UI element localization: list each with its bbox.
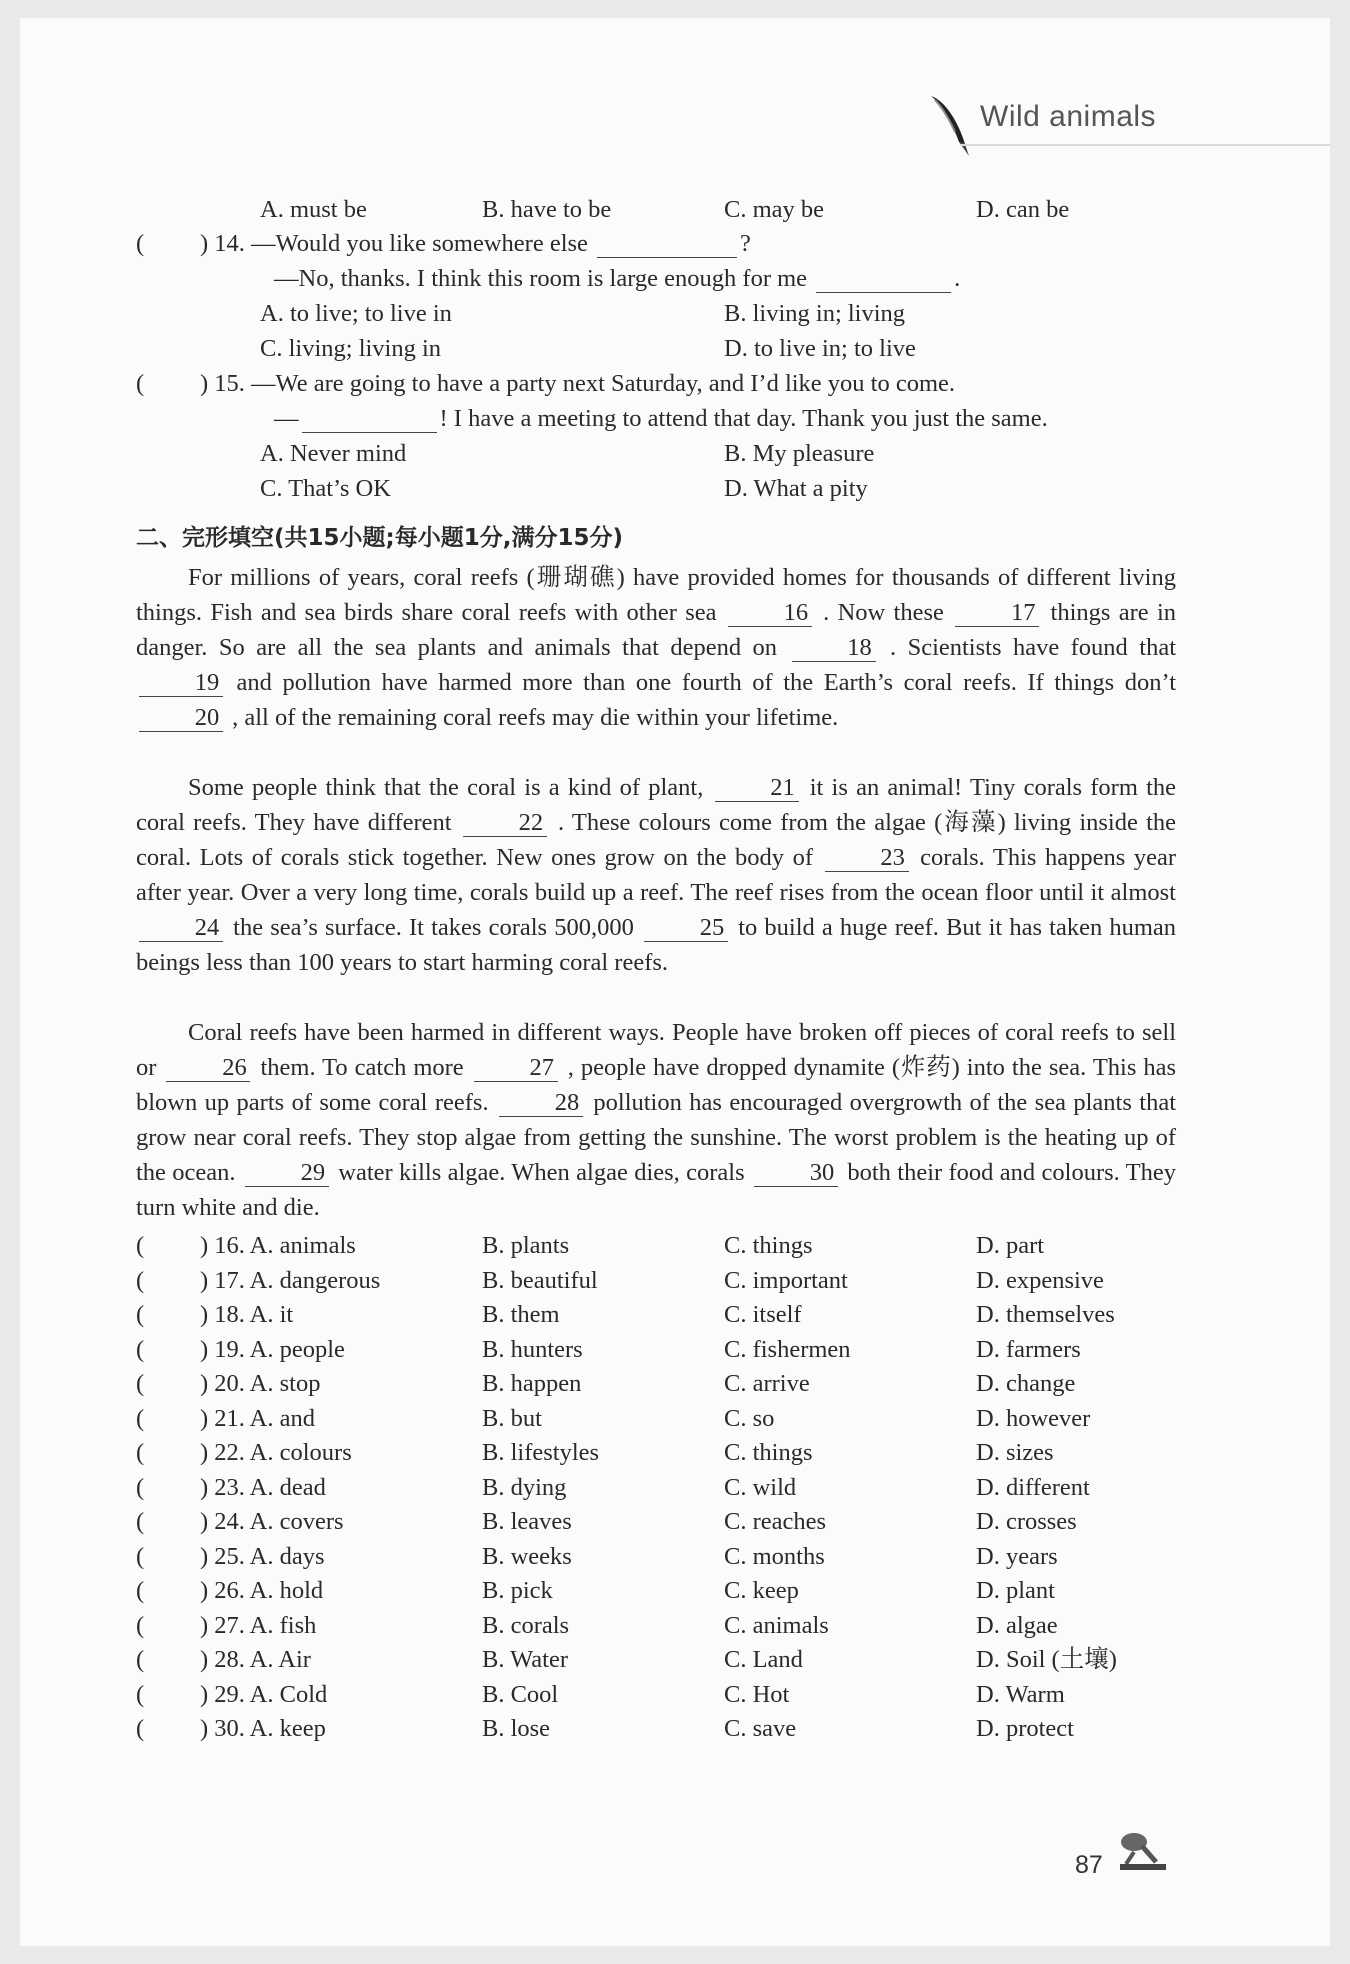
answer-paren: (: [136, 1439, 145, 1466]
cloze-blank-27: 27: [474, 1055, 558, 1082]
answer-paren: (: [136, 1266, 145, 1294]
q15-number: ) 15.: [200, 370, 245, 397]
passage-text: to build a huge reef. But it has taken human beings less than 100 years to start harming coral reefs.: [136, 914, 1177, 976]
cloze-blank-20: 20: [139, 705, 223, 732]
question-30-option-c: C. save: [724, 1715, 797, 1742]
q14-question: [200, 226, 751, 261]
question-21-option-a: ) 21. A. and: [200, 1404, 315, 1432]
question-17-option-c: C. important: [724, 1266, 848, 1294]
passage-text: , people have dropped dynamite (炸药) into the sea. This has blown up parts of some coral reefs.: [136, 1054, 1177, 1116]
question-22-option-b: B. lifestyles: [482, 1439, 600, 1466]
question-16-option-c: C. things: [724, 1232, 813, 1259]
question-22-option-c: C. things: [724, 1439, 813, 1466]
passage-text: , all of the remaining coral reefs may die within your lifetime.: [232, 704, 839, 731]
question-27-option-a: ) 27. A. fish: [200, 1611, 317, 1639]
passage-paragraph-1: [136, 560, 1176, 735]
cloze-blank-25: 25: [644, 915, 728, 942]
cloze-blank-26: 26: [166, 1055, 250, 1082]
question-29-option-c: C. Hot: [724, 1680, 790, 1708]
question-24-option-c: C. reaches: [724, 1508, 827, 1535]
cloze-blank-21: 21: [715, 775, 799, 802]
question-21-option-b: B. but: [482, 1404, 542, 1432]
question-16-option-d: D. part: [976, 1232, 1045, 1259]
q15-question: [200, 366, 955, 401]
question-17-option-b: B. beautiful: [482, 1266, 598, 1294]
question-26-option-b: B. pick: [482, 1577, 553, 1604]
question-30-option-d: D. protect: [976, 1715, 1074, 1742]
cloze-blank-16: 16: [728, 600, 812, 627]
q15-option-a: A. Never mind: [260, 440, 407, 467]
question-27-option-c: C. animals: [724, 1611, 829, 1639]
unit-title: Wild animals: [980, 100, 1157, 133]
question-26-option-d: D. plant: [976, 1577, 1055, 1604]
passage-text: both their food and colours. They turn white and die.: [136, 1159, 1177, 1221]
passage-text: and pollution have harmed more than one fourth of the Earth’s coral reefs. If things don’t: [236, 669, 1176, 696]
passage-text: . Now these: [823, 599, 944, 626]
question-21-option-d: D. however: [976, 1404, 1091, 1432]
answer-paren: (: [136, 1715, 145, 1742]
question-19-option-c: C. fishermen: [724, 1335, 851, 1363]
cloze-blank-19: 19: [139, 670, 223, 697]
answer-paren: (: [136, 1611, 145, 1639]
passage-text: them. To catch more: [260, 1054, 464, 1081]
answer-paren: (: [136, 1370, 145, 1397]
question-18-option-c: C. itself: [724, 1301, 802, 1328]
question-20-option-d: D. change: [976, 1370, 1076, 1397]
answer-paren: (: [136, 1335, 145, 1363]
q14-paren-open: (: [136, 230, 145, 257]
question-24-option-a: ) 24. A. covers: [200, 1508, 344, 1535]
q14-number: ) 14.: [200, 230, 245, 257]
question-22-option-a: ) 22. A. colours: [200, 1439, 352, 1466]
q14-qmark: ?: [740, 230, 751, 257]
q15-paren-open: (: [136, 370, 145, 397]
passage-text: For millions of years, coral reefs (珊瑚礁) have provided homes for thousands of different living things. Fish and sea birds share coral reefs with other sea: [136, 564, 1176, 626]
passage-text: pollution has encouraged overgrowth of the sea plants that grow near coral reefs. They stop algae from getting the sunshine. The worst problem is the heating up of the ocean.: [136, 1089, 1176, 1186]
question-23-option-b: B. dying: [482, 1473, 567, 1501]
question-25-option-c: C. months: [724, 1542, 825, 1570]
q15-option-b: B. My pleasure: [724, 440, 875, 467]
q14-reply: [274, 261, 960, 296]
question-30-option-a: ) 30. A. keep: [200, 1715, 326, 1742]
q14-option-a: A. to live; to live in: [260, 300, 452, 327]
q13-option-d: D. can be: [976, 196, 1070, 223]
passage-paragraph-3: [136, 1015, 1176, 1225]
answer-paren: (: [136, 1473, 145, 1501]
question-18-option-d: D. themselves: [976, 1301, 1115, 1328]
q15-reply: [274, 401, 1048, 436]
passage-text: Coral reefs have been harmed in different ways. People have broken off pieces of coral reefs to sell or: [136, 1019, 1176, 1081]
section-heading-cloze: 二、完形填空(共15小题;每小题1分,满分15分): [136, 525, 623, 551]
pen-icon: [925, 92, 975, 162]
header-rule: [960, 144, 1330, 146]
passage-text: the sea’s surface. It takes corals 500,000: [233, 914, 634, 941]
question-24-option-b: B. leaves: [482, 1508, 572, 1535]
question-27-option-d: D. algae: [976, 1611, 1058, 1639]
question-26-option-a: ) 26. A. hold: [200, 1577, 324, 1604]
passage-text: corals. This happens year after year. Over a very long time, corals build up a reef. The reef rises from the ocean floor until it almost: [136, 844, 1177, 906]
question-25-option-a: ) 25. A. days: [200, 1542, 325, 1570]
question-20-option-b: B. happen: [482, 1370, 582, 1397]
q14-option-b: B. living in; living: [724, 300, 906, 327]
question-23-option-d: D. different: [976, 1473, 1090, 1501]
microscope-icon: [1112, 1826, 1172, 1876]
cloze-blank-17: 17: [955, 600, 1039, 627]
passage-text: water kills algae. When algae dies, corals: [338, 1159, 745, 1186]
passage-text: . These colours come from the algae (海藻) living inside the coral. Lots of corals stick together. New ones grow on the body of: [136, 809, 1176, 871]
question-29-option-d: D. Warm: [976, 1680, 1065, 1708]
passage-text: things are in danger. So are all the sea plants and animals that depend on: [136, 599, 1177, 661]
cloze-blank-18: 18: [792, 635, 876, 662]
q15-blank: [302, 406, 437, 433]
cloze-blank-29: 29: [245, 1160, 329, 1187]
question-17-option-a: ) 17. A. dangerous: [200, 1266, 381, 1294]
question-18-option-b: B. them: [482, 1301, 560, 1328]
question-19-option-b: B. hunters: [482, 1335, 583, 1363]
question-19-option-d: D. farmers: [976, 1335, 1081, 1363]
cloze-blank-22: 22: [463, 810, 547, 837]
question-22-option-d: D. sizes: [976, 1439, 1054, 1466]
answer-paren: (: [136, 1301, 145, 1328]
passage-paragraph-2: [136, 770, 1176, 980]
question-28-option-b: B. Water: [482, 1646, 569, 1673]
question-20-option-a: ) 20. A. stop: [200, 1370, 321, 1397]
q14-option-d: D. to live in; to live: [724, 335, 916, 362]
q13-option-b: B. have to be: [482, 196, 612, 223]
question-19-option-a: ) 19. A. people: [200, 1335, 345, 1363]
question-24-option-d: D. crosses: [976, 1508, 1077, 1535]
question-23-option-a: ) 23. A. dead: [200, 1473, 326, 1501]
question-28-option-d: D. Soil (土壤): [976, 1646, 1117, 1673]
question-20-option-c: C. arrive: [724, 1370, 810, 1397]
q15-line1: —We are going to have a party next Saturday, and I’d like you to come.: [251, 370, 956, 397]
question-25-option-b: B. weeks: [482, 1542, 572, 1570]
q14-line2: —No, thanks. I think this room is large enough for me: [274, 265, 808, 292]
q14-period: .: [954, 265, 961, 292]
q15-dash: —: [274, 405, 299, 432]
q14-line1: —Would you like somewhere else: [251, 230, 588, 257]
answer-paren: (: [136, 1646, 145, 1673]
question-28-option-c: C. Land: [724, 1646, 803, 1673]
answer-paren: (: [136, 1577, 145, 1604]
question-16-option-b: B. plants: [482, 1232, 570, 1259]
cloze-blank-24: 24: [139, 915, 223, 942]
q14-blank-2: [816, 266, 951, 293]
page-number: 87: [1075, 1851, 1103, 1879]
question-18-option-a: ) 18. A. it: [200, 1301, 294, 1328]
q14-blank-1: [597, 231, 737, 258]
answer-paren: (: [136, 1542, 145, 1570]
passage-text: . Scientists have found that: [889, 634, 1177, 661]
question-28-option-a: ) 28. A. Air: [200, 1646, 311, 1673]
question-29-option-b: B. Cool: [482, 1680, 559, 1708]
cloze-blank-30: 30: [754, 1160, 838, 1187]
q15-option-d: D. What a pity: [724, 475, 868, 502]
question-23-option-c: C. wild: [724, 1473, 797, 1501]
question-29-option-a: ) 29. A. Cold: [200, 1680, 328, 1708]
question-27-option-b: B. corals: [482, 1611, 570, 1639]
cloze-blank-23: 23: [825, 845, 909, 872]
passage-text: Some people think that the coral is a kind of plant,: [188, 774, 704, 801]
question-17-option-d: D. expensive: [976, 1266, 1104, 1294]
answer-paren: (: [136, 1404, 145, 1432]
q15-option-c: C. That’s OK: [260, 475, 391, 502]
answer-paren: (: [136, 1508, 145, 1535]
question-16-option-a: ) 16. A. animals: [200, 1232, 356, 1259]
q13-option-a: A. must be: [260, 196, 367, 223]
cloze-blank-28: 28: [499, 1090, 583, 1117]
question-30-option-b: B. lose: [482, 1715, 551, 1742]
question-26-option-c: C. keep: [724, 1577, 799, 1604]
q13-option-c: C. may be: [724, 196, 825, 223]
passage-text: it is an animal! Tiny corals form the coral reefs. They have different: [136, 774, 1177, 836]
q14-option-c: C. living; living in: [260, 335, 442, 362]
answer-paren: (: [136, 1232, 145, 1259]
q15-line2: ! I have a meeting to attend that day. Thank you just the same.: [439, 405, 1048, 432]
question-25-option-d: D. years: [976, 1542, 1058, 1570]
answer-paren: (: [136, 1680, 145, 1708]
question-21-option-c: C. so: [724, 1404, 775, 1432]
